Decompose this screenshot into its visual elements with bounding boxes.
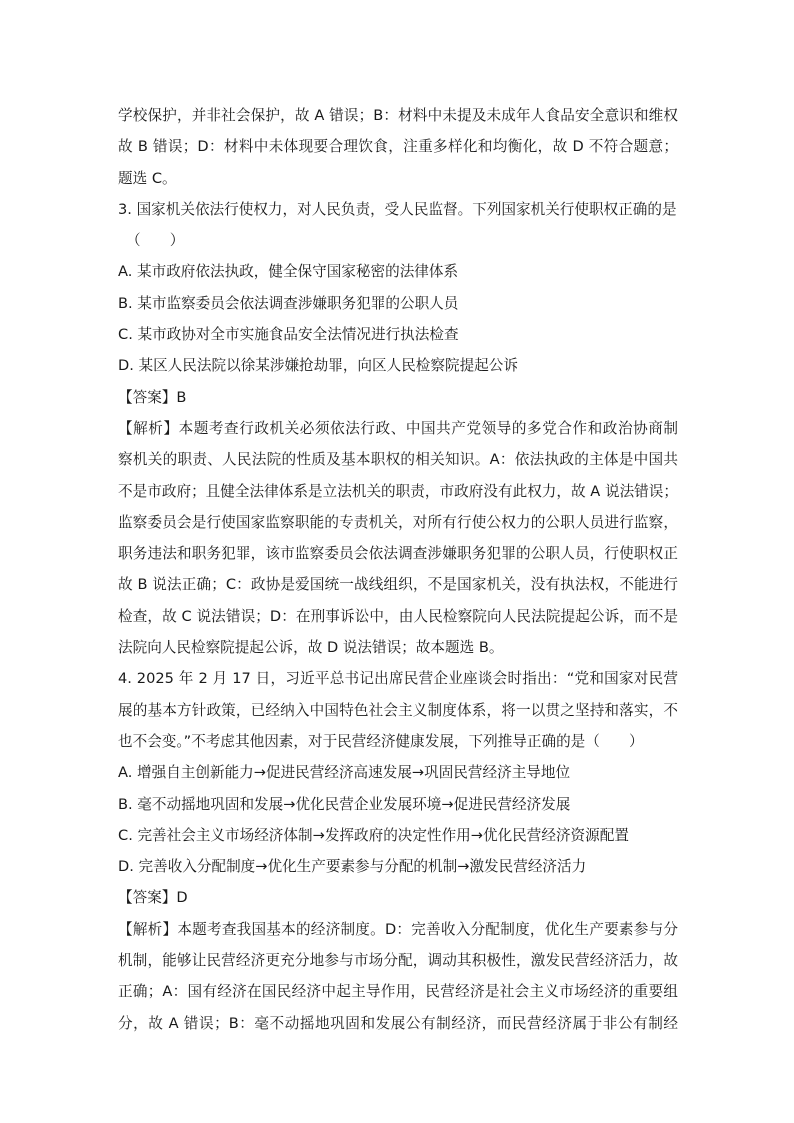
question-4-option-b: B. 毫不动摇地巩固和发展→优化民营企业发展环境→促进民营经济发展 [118, 795, 571, 813]
question-3-stem: 3. 国家机关依法行使权力，对人民负责，受人民监督。下列国家机关行使职权正确的是 [118, 200, 677, 218]
document-page [118, 100, 678, 1039]
question-3-answer: 【答案】B [118, 388, 187, 406]
question-4-analysis: 分，故 A 错误；B：毫不动摇地巩固和发展公有制经济，而民营经济属于非公有制经 [118, 1014, 678, 1032]
text-line: 故 B 错误；D：材料中未体现要合理饮食，注重多样化和均衡化，故 D 不符合题意； [118, 138, 678, 156]
question-3-blank: （ ） [126, 232, 185, 250]
question-3-analysis: 法院向人民检察院提起公诉，故 D 说法错误；故本题选 B。 [118, 639, 504, 657]
text-line: 学校保护，并非社会保护，故 A 错误；B：材料中未提及未成年人食品安全意识和维权 [118, 107, 678, 124]
question-4-analysis: 【解析】本题考查我国基本的经济制度。D：完善收入分配制度，优化生产要素参与分 [118, 920, 678, 938]
question-3-analysis: 察机关的职责、人民法院的性质及基本职权的相关知识。A：依法执政的主体是中国共 [118, 451, 678, 469]
question-4-answer: 【答案】D [118, 889, 188, 907]
question-4-option-c: C. 完善社会主义市场经济体制→发挥政府的决定性作用→优化民营经济资源配置 [118, 826, 629, 844]
question-4-option-a: A. 增强自主创新能力→促进民营经济高速发展→巩固民营经济主导地位 [118, 764, 571, 782]
question-4-option-d: D. 完善收入分配制度→优化生产要素参与分配的机制→激发民营经济活力 [118, 858, 587, 876]
question-4-stem: 也不会变。”不考虑其他因素，对于民营经济健康发展，下列推导正确的是（ ） [118, 732, 644, 750]
question-4-stem: 4. 2025 年 2 月 17 日，习近平总书记出席民营企业座谈会时指出：“党和国家对民营 [118, 670, 678, 688]
question-4-stem: 展的基本方针政策，已经纳入中国特色社会主义制度体系，将一以贯之坚持和落实，不 [118, 701, 678, 719]
text-line: 题选 C。 [118, 169, 177, 187]
question-3-analysis: 监察委员会是行使国家监察职能的专责机关，对所有行使公权力的公职人员进行监察， [118, 513, 678, 531]
question-3-analysis: 职务违法和职务犯罪，该市监察委员会依法调查涉嫌职务犯罪的公职人员，行使职权正 [118, 545, 678, 563]
question-3-option-c: C. 某市政协对全市实施食品安全法情况进行执法检查 [118, 326, 459, 344]
question-3-analysis: 不是市政府；且健全法律体系是立法机关的职责，市政府没有此权力，故 A 说法错误； [118, 482, 678, 500]
question-3-analysis: 【解析】本题考查行政机关必须依法行政、中国共产党领导的多党合作和政治协商制 [118, 419, 678, 437]
question-3-option-a: A. 某市政府依法执政，健全保守国家秘密的法律体系 [118, 263, 459, 281]
question-3-option-b: B. 某市监察委员会依法调查涉嫌职务犯罪的公职人员 [118, 294, 459, 312]
question-4-analysis: 机制，能够让民营经济更充分地参与市场分配，调动其积极性，激发民营经济活力，故 [118, 952, 678, 970]
question-3-option-d: D. 某区人民法院以徐某涉嫌抢劫罪，向区人民检察院提起公诉 [118, 357, 518, 375]
question-3-analysis: 检查，故 C 说法错误；D：在刑事诉讼中，由人民检察院向人民法院提起公诉，而不是 [118, 607, 678, 625]
question-3-analysis: 故 B 说法正确；C：政协是爱国统一战线组织，不是国家机关，没有执法权，不能进行 [118, 576, 678, 594]
question-4-analysis: 正确；A：国有经济在国民经济中起主导作用，民营经济是社会主义市场经济的重要组 [118, 983, 678, 1001]
